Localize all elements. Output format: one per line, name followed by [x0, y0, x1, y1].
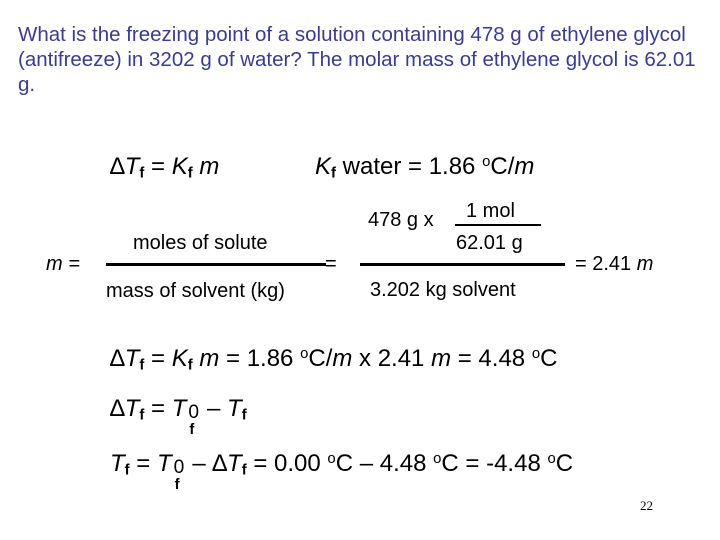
degree-symbol: o	[327, 450, 336, 467]
inner-numerator: 1 mol	[466, 200, 515, 222]
f-subscript: f	[331, 165, 336, 182]
t-symbol: T	[124, 345, 140, 372]
f-subscript: f	[174, 477, 180, 493]
t-symbol: T	[110, 450, 125, 477]
calc-mult: x 2.41	[352, 345, 432, 372]
page-number: 22	[640, 498, 653, 513]
unit-text: C/	[308, 345, 333, 372]
kf-water-text: water = 1.86	[335, 153, 483, 180]
m-symbol: m	[199, 345, 220, 372]
unit-text: C/	[490, 153, 515, 180]
t-symbol: T	[124, 395, 140, 422]
f-subscript: f	[139, 357, 145, 374]
t-symbol: T	[157, 450, 172, 477]
delta-symbol: ∆	[110, 345, 125, 372]
degree-symbol: o	[482, 153, 491, 170]
m-symbol: m	[636, 253, 654, 275]
equals-sign: =	[144, 345, 172, 372]
f-subscript: f	[241, 462, 247, 479]
solvent-mass: 3.202 kg solvent	[370, 279, 516, 301]
question-text: What is the freezing point of a solution containing 478 g of ethylene glycol (antifreeze) in 3202 g of water? The molar mass of ethylene glycol is 62.01 g.	[18, 23, 696, 96]
f-subscript: f	[187, 357, 193, 374]
f-subscript: f	[124, 462, 130, 479]
f-subscript: f	[139, 165, 145, 182]
t-symbol: T	[227, 450, 242, 477]
inner-fraction-bar	[455, 224, 541, 226]
celsius-text: C	[540, 345, 558, 372]
t-symbol: T	[227, 395, 242, 422]
k-symbol: K	[171, 345, 188, 372]
fraction-bar	[360, 263, 565, 266]
molality-result	[575, 253, 653, 276]
kf-water-value	[315, 153, 534, 182]
result-a: = 0.00	[246, 450, 328, 477]
minus-sign: –	[200, 395, 228, 422]
m-symbol: m	[199, 153, 220, 180]
k-symbol: K	[315, 153, 332, 180]
minus-sign: –	[185, 450, 213, 477]
delta-symbol: ∆	[110, 395, 125, 422]
f-subscript: f	[189, 422, 195, 438]
mass-prefix: 478 g x	[368, 209, 434, 231]
molality-lhs: m =	[46, 253, 80, 275]
zero-superscript: 0	[173, 457, 185, 478]
depression-definition	[110, 395, 247, 438]
celsius-text: C	[441, 450, 459, 477]
molality-denominator: mass of solvent (kg)	[106, 280, 285, 302]
calc-part1: = 1.86	[219, 345, 301, 372]
degree-symbol: o	[300, 345, 309, 362]
equals-sign: =	[325, 253, 337, 275]
freezing-point-result	[110, 450, 574, 493]
result-c: = -4.48	[458, 450, 548, 477]
equals-sign: =	[144, 153, 172, 180]
calc-result: = 4.48	[451, 345, 532, 372]
t-symbol: T	[171, 395, 187, 422]
t-symbol: T	[124, 153, 140, 180]
zero-superscript: 0	[188, 402, 200, 423]
m-symbol: m	[332, 345, 353, 372]
celsius-text: C	[555, 450, 574, 477]
degree-symbol: o	[433, 450, 442, 467]
depression-calculation	[110, 345, 557, 374]
m-symbol: m	[514, 153, 535, 180]
inner-denominator: 62.01 g	[456, 232, 523, 254]
delta-symbol: ∆	[212, 450, 228, 477]
delta-symbol: ∆	[110, 153, 125, 180]
molality-numerator: moles of solute	[133, 232, 268, 254]
m-symbol: m	[431, 345, 452, 372]
freezing-point-depression-formula	[110, 153, 219, 182]
equals-sign: =	[144, 395, 172, 422]
result-prefix: = 2.41	[575, 253, 637, 275]
fraction-bar	[106, 263, 326, 266]
f-subscript: f	[139, 407, 145, 424]
degree-symbol: o	[531, 345, 541, 362]
equals-sign: =	[129, 450, 157, 477]
k-symbol: K	[171, 153, 188, 180]
f-subscript: f	[241, 407, 247, 424]
f-subscript: f	[187, 165, 193, 182]
result-b: – 4.48	[353, 450, 434, 477]
degree-symbol: o	[547, 450, 556, 467]
celsius-text: C	[335, 450, 354, 477]
